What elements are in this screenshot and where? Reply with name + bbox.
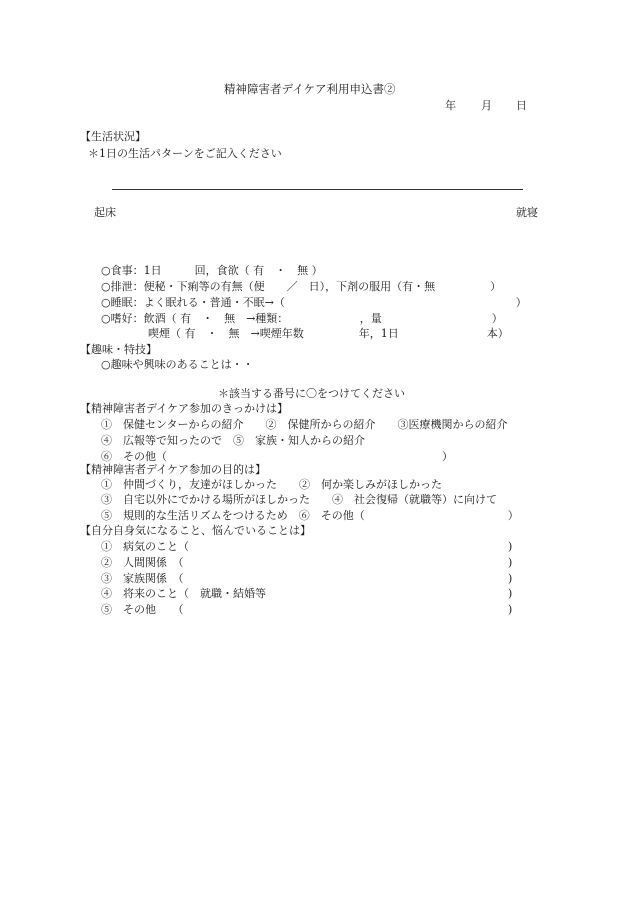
trigger-heading: 【精神障害者デイケア参加のきっかけは】	[80, 402, 289, 415]
excretion-line: ○排泄：便秘・下痢等の有無（便 ／ 日），下剤の服用（有・無 ）	[101, 280, 502, 293]
worry-item-1-close: )	[508, 540, 513, 553]
worry-item-2-close: )	[508, 556, 513, 569]
document-title: 精神障害者デイケア利用申込書②	[224, 82, 396, 96]
purpose-line-3: ⑤ 規則的な生活リズムをつけるため ⑥ その他（ ）	[101, 509, 519, 522]
purpose-heading: 【精神障害者デイケア参加の目的は】	[80, 463, 267, 476]
date-month-label: 月	[481, 99, 492, 112]
worry-item-3: ③ 家族関係 （	[101, 572, 184, 585]
hobbies-item: ○趣味や興味のあることは・・	[101, 358, 254, 371]
life-status-instruction: ＊1日の生活パターンをご記入ください	[88, 147, 282, 160]
purpose-line-2: ③ 自宅以外にでかける場所がほしかった ④ 社会復帰（就職等）に向けて	[101, 493, 497, 506]
date-year-label: 年	[445, 99, 456, 112]
alcohol-line: ○嗜好：飲酒（ 有 ・ 無 →種類： ，量 ）	[101, 312, 503, 325]
trigger-line-2: ④ 広報等で知ったので ⑤ 家族・知人からの紹介	[101, 434, 365, 447]
smoking-line: 喫煙（ 有 ・ 無 →喫煙年数 年，1日 本）	[148, 327, 509, 340]
circle-instruction: ＊該当する番号に〇をつけてください	[218, 387, 405, 400]
date-day-label: 日	[516, 99, 527, 112]
purpose-line-1: ① 仲間づくり，友達がほしかった ② 何か楽しみがほしかった	[101, 478, 442, 491]
meal-line: ○食事：1日 回，食欲（ 有 ・ 無 ）	[101, 264, 323, 277]
sleep-label: 就寝	[516, 206, 538, 219]
daily-pattern-timeline	[112, 189, 523, 190]
worry-item-4-close: )	[508, 587, 513, 600]
worry-item-3-close: )	[508, 572, 513, 585]
life-status-heading: 【生活状況】	[80, 130, 146, 143]
hobbies-heading: 【趣味・特技】	[80, 343, 157, 356]
sleep-line: ○睡眠：よく眠れる・普通・不眠→（ ）	[101, 296, 527, 309]
worry-item-5-close: )	[508, 603, 513, 616]
worries-heading: 【自分自身気になること、悩んでいることは】	[80, 524, 311, 537]
worry-item-1: ① 病気のこと（	[101, 540, 189, 553]
trigger-line-3: ⑥ その他（ ）	[101, 450, 453, 463]
worry-item-2: ② 人間関係 （	[101, 556, 184, 569]
worry-item-4: ④ 将来のこと（ 就職・結婚等	[101, 587, 266, 600]
trigger-line-1: ① 保健センターからの紹介 ② 保健所からの紹介 ③医療機関からの紹介	[101, 418, 508, 431]
worry-item-5: ⑤ その他 （	[101, 603, 184, 616]
wake-label: 起床	[94, 206, 116, 219]
